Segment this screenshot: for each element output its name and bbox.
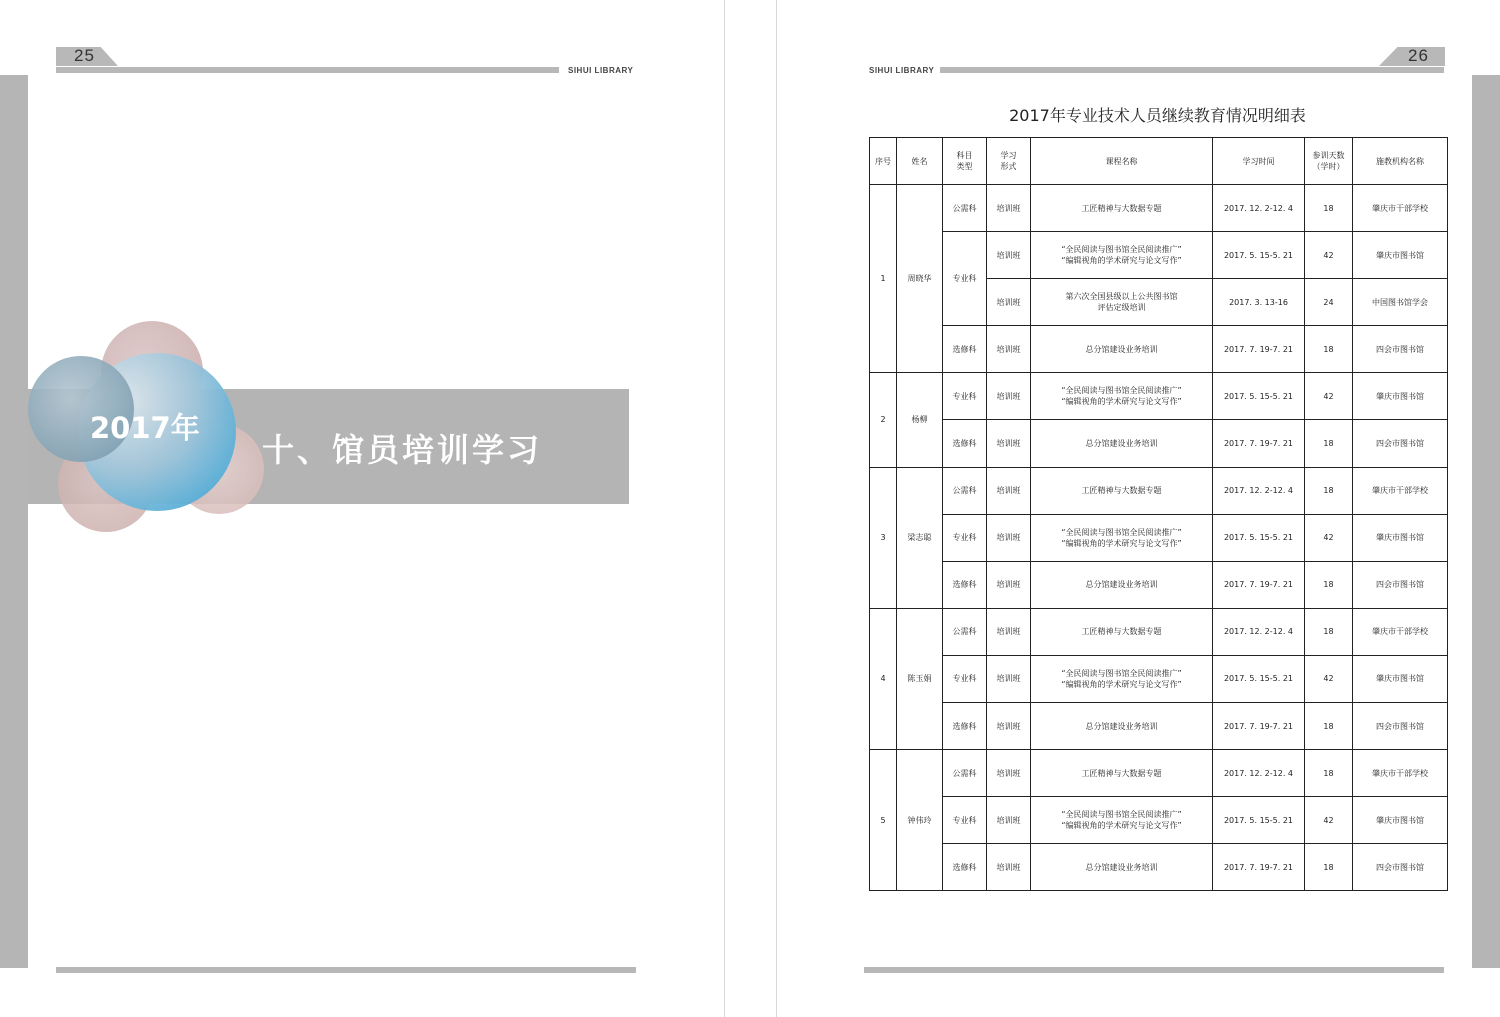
- cell-days: 18: [1305, 750, 1353, 797]
- cell-subject: 选修科: [943, 703, 987, 750]
- cell-org: 肇庆市图书馆: [1353, 797, 1448, 844]
- cell-subject: 选修科: [943, 561, 987, 608]
- cell-subject: 公需科: [943, 608, 987, 655]
- cell-org: 肇庆市图书馆: [1353, 232, 1448, 279]
- cell-course: [1031, 467, 1213, 514]
- cell-form: 培训班: [987, 232, 1031, 279]
- course-line1: “全民阅读与图书馆全民阅读推广”: [1061, 386, 1182, 396]
- cell-subject: 专业科: [943, 232, 987, 326]
- cell-org: 肇庆市图书馆: [1353, 655, 1448, 702]
- course-line1: 总分馆建设业务培训: [1085, 344, 1158, 354]
- cell-name: 钟伟玲: [897, 750, 943, 891]
- cell-org: 肇庆市干部学校: [1353, 608, 1448, 655]
- cell-days: 42: [1305, 655, 1353, 702]
- cell-form: 培训班: [987, 326, 1031, 373]
- right-side-bar: [1472, 75, 1500, 968]
- table-row: [870, 844, 1448, 891]
- cell-days: 18: [1305, 608, 1353, 655]
- cell-course: [1031, 703, 1213, 750]
- cell-form: 培训班: [987, 561, 1031, 608]
- cell-org: 中国图书馆学会: [1353, 279, 1448, 326]
- cell-form: 培训班: [987, 844, 1031, 891]
- table-row: [870, 608, 1448, 655]
- course-line2: “编辑视角的学术研究与论文写作”: [1061, 821, 1182, 831]
- course-line1: 总分馆建设业务培训: [1085, 439, 1158, 449]
- cell-time: 2017. 5. 15-5. 21: [1213, 655, 1305, 702]
- table-title: 2017年专业技术人员继续教育情况明细表: [1009, 106, 1306, 125]
- course-line1: 工匠精神与大数据专题: [1081, 486, 1162, 496]
- header-days-line1: 参训天数: [1312, 151, 1345, 160]
- cell-org: 肇庆市图书馆: [1353, 514, 1448, 561]
- table-row: [870, 467, 1448, 514]
- cell-time: 2017. 5. 15-5. 21: [1213, 232, 1305, 279]
- header-days-line2: （学时）: [1312, 162, 1345, 171]
- cell-days: 18: [1305, 420, 1353, 467]
- course-line2: “编辑视角的学术研究与论文写作”: [1061, 538, 1182, 548]
- course-line1: 总分馆建设业务培训: [1085, 862, 1158, 872]
- cell-subject: 选修科: [943, 844, 987, 891]
- cell-name: 杨柳: [897, 373, 943, 467]
- cell-no: 2: [870, 373, 897, 467]
- cell-form: 培训班: [987, 797, 1031, 844]
- cell-time: 2017. 12. 2-12. 4: [1213, 750, 1305, 797]
- table-header-row: [870, 138, 1448, 185]
- cell-course: [1031, 750, 1213, 797]
- table-row: [870, 420, 1448, 467]
- table-row: [870, 561, 1448, 608]
- cell-org: 四会市图书馆: [1353, 561, 1448, 608]
- cell-time: 2017. 12. 2-12. 4: [1213, 185, 1305, 232]
- cell-name: 梁志聪: [897, 467, 943, 608]
- course-line2: 评估定级培训: [1097, 303, 1146, 313]
- cell-course: [1031, 561, 1213, 608]
- table-row: [870, 373, 1448, 420]
- cell-course: [1031, 326, 1213, 373]
- cell-form: 培训班: [987, 279, 1031, 326]
- course-line1: 工匠精神与大数据专题: [1081, 203, 1162, 213]
- cell-org: 四会市图书馆: [1353, 326, 1448, 373]
- right-page-number: 26: [1408, 46, 1429, 65]
- table-row: [870, 750, 1448, 797]
- cell-subject: 公需科: [943, 750, 987, 797]
- cell-subject: 专业科: [943, 655, 987, 702]
- book-gutter: [725, 0, 776, 1017]
- cell-course: [1031, 420, 1213, 467]
- cell-org: 四会市图书馆: [1353, 844, 1448, 891]
- cell-org: 肇庆市图书馆: [1353, 373, 1448, 420]
- course-line2: “编辑视角的学术研究与论文写作”: [1061, 256, 1182, 266]
- cell-form: 培训班: [987, 420, 1031, 467]
- table-row: [870, 326, 1448, 373]
- cell-course: [1031, 655, 1213, 702]
- cell-no: 4: [870, 608, 897, 749]
- cell-form: 培训班: [987, 514, 1031, 561]
- header-time: 学习时间: [1213, 138, 1305, 185]
- cell-form: 培训班: [987, 608, 1031, 655]
- cell-form: 培训班: [987, 750, 1031, 797]
- header-days: [1305, 138, 1353, 185]
- left-bottom-rule: [56, 967, 636, 973]
- cell-days: 42: [1305, 514, 1353, 561]
- cell-days: 18: [1305, 561, 1353, 608]
- training-detail-table: [869, 137, 1448, 891]
- cell-org: 四会市图书馆: [1353, 703, 1448, 750]
- cell-subject: 专业科: [943, 514, 987, 561]
- cell-time: 2017. 7. 19-7. 21: [1213, 703, 1305, 750]
- cell-course: [1031, 185, 1213, 232]
- year-label: 2017年: [90, 411, 200, 445]
- cell-time: 2017. 5. 15-5. 21: [1213, 797, 1305, 844]
- table-row: [870, 185, 1448, 232]
- table-row: [870, 703, 1448, 750]
- left-page-number: 25: [74, 46, 95, 65]
- course-line1: “全民阅读与图书馆全民阅读推广”: [1061, 810, 1182, 820]
- cell-course: [1031, 608, 1213, 655]
- header-subject-type: [943, 138, 987, 185]
- header-name: 姓名: [897, 138, 943, 185]
- cell-course: [1031, 373, 1213, 420]
- cell-time: 2017. 7. 19-7. 21: [1213, 420, 1305, 467]
- cell-subject: 专业科: [943, 797, 987, 844]
- cell-time: 2017. 7. 19-7. 21: [1213, 844, 1305, 891]
- cell-course: [1031, 844, 1213, 891]
- cell-time: 2017. 5. 15-5. 21: [1213, 514, 1305, 561]
- cell-no: 5: [870, 750, 897, 891]
- cell-form: 培训班: [987, 185, 1031, 232]
- table-row: [870, 514, 1448, 561]
- course-line1: 工匠精神与大数据专题: [1081, 768, 1162, 778]
- chapter-title: 十、馆员培训学习: [262, 431, 543, 469]
- cell-no: 3: [870, 467, 897, 608]
- cell-org: 肇庆市干部学校: [1353, 467, 1448, 514]
- cell-subject: 公需科: [943, 185, 987, 232]
- cell-org: 四会市图书馆: [1353, 420, 1448, 467]
- course-line1: 第六次全国县级以上公共图书馆: [1065, 292, 1178, 302]
- cell-subject: 选修科: [943, 326, 987, 373]
- header-subject-line2: 类型: [956, 162, 973, 171]
- cell-time: 2017. 7. 19-7. 21: [1213, 326, 1305, 373]
- right-top-rule: [940, 67, 1444, 73]
- header-study-form: [987, 138, 1031, 185]
- cell-org: 肇庆市干部学校: [1353, 750, 1448, 797]
- cell-subject: 选修科: [943, 420, 987, 467]
- cell-org: 肇庆市干部学校: [1353, 185, 1448, 232]
- course-line1: 总分馆建设业务培训: [1085, 721, 1158, 731]
- left-top-rule: [56, 67, 559, 73]
- header-no: 序号: [870, 138, 897, 185]
- cell-form: 培训班: [987, 655, 1031, 702]
- cell-days: 24: [1305, 279, 1353, 326]
- cell-days: 18: [1305, 467, 1353, 514]
- table-row: [870, 655, 1448, 702]
- cell-course: [1031, 279, 1213, 326]
- course-line1: 工匠精神与大数据专题: [1081, 627, 1162, 637]
- course-line1: “全民阅读与图书馆全民阅读推广”: [1061, 668, 1182, 678]
- course-line2: “编辑视角的学术研究与论文写作”: [1061, 397, 1182, 407]
- cell-time: 2017. 5. 15-5. 21: [1213, 373, 1305, 420]
- cell-days: 42: [1305, 232, 1353, 279]
- cell-subject: 专业科: [943, 373, 987, 420]
- cell-days: 18: [1305, 844, 1353, 891]
- course-line1: “全民阅读与图书馆全民阅读推广”: [1061, 527, 1182, 537]
- cell-time: 2017. 3. 13-16: [1213, 279, 1305, 326]
- cell-name: 陈玉娟: [897, 608, 943, 749]
- cell-course: [1031, 797, 1213, 844]
- header-org: 施教机构名称: [1353, 138, 1448, 185]
- course-line1: “全民阅读与图书馆全民阅读推广”: [1061, 245, 1182, 255]
- cell-form: 培训班: [987, 467, 1031, 514]
- cell-days: 18: [1305, 703, 1353, 750]
- cell-time: 2017. 12. 2-12. 4: [1213, 467, 1305, 514]
- cell-days: 42: [1305, 373, 1353, 420]
- left-running-head: SIHUI LIBRARY: [568, 66, 634, 75]
- left-side-bar: [0, 75, 28, 968]
- header-subject-line1: 科目: [956, 151, 973, 160]
- table-row: [870, 232, 1448, 279]
- cell-form: 培训班: [987, 373, 1031, 420]
- cell-course: [1031, 232, 1213, 279]
- cell-name: 周晓华: [897, 185, 943, 373]
- cell-subject: 公需科: [943, 467, 987, 514]
- cell-time: 2017. 12. 2-12. 4: [1213, 608, 1305, 655]
- table-row: [870, 797, 1448, 844]
- right-running-head: SIHUI LIBRARY: [869, 66, 935, 75]
- header-course: 课程名称: [1031, 138, 1213, 185]
- right-bottom-rule: [864, 967, 1444, 973]
- cell-days: 18: [1305, 326, 1353, 373]
- cell-no: 1: [870, 185, 897, 373]
- cell-time: 2017. 7. 19-7. 21: [1213, 561, 1305, 608]
- cell-days: 18: [1305, 185, 1353, 232]
- header-form-line1: 学习: [1000, 151, 1017, 160]
- cell-days: 42: [1305, 797, 1353, 844]
- course-line1: 总分馆建设业务培训: [1085, 580, 1158, 590]
- course-line2: “编辑视角的学术研究与论文写作”: [1061, 679, 1182, 689]
- cell-course: [1031, 514, 1213, 561]
- cell-form: 培训班: [987, 703, 1031, 750]
- header-form-line2: 形式: [1000, 162, 1017, 171]
